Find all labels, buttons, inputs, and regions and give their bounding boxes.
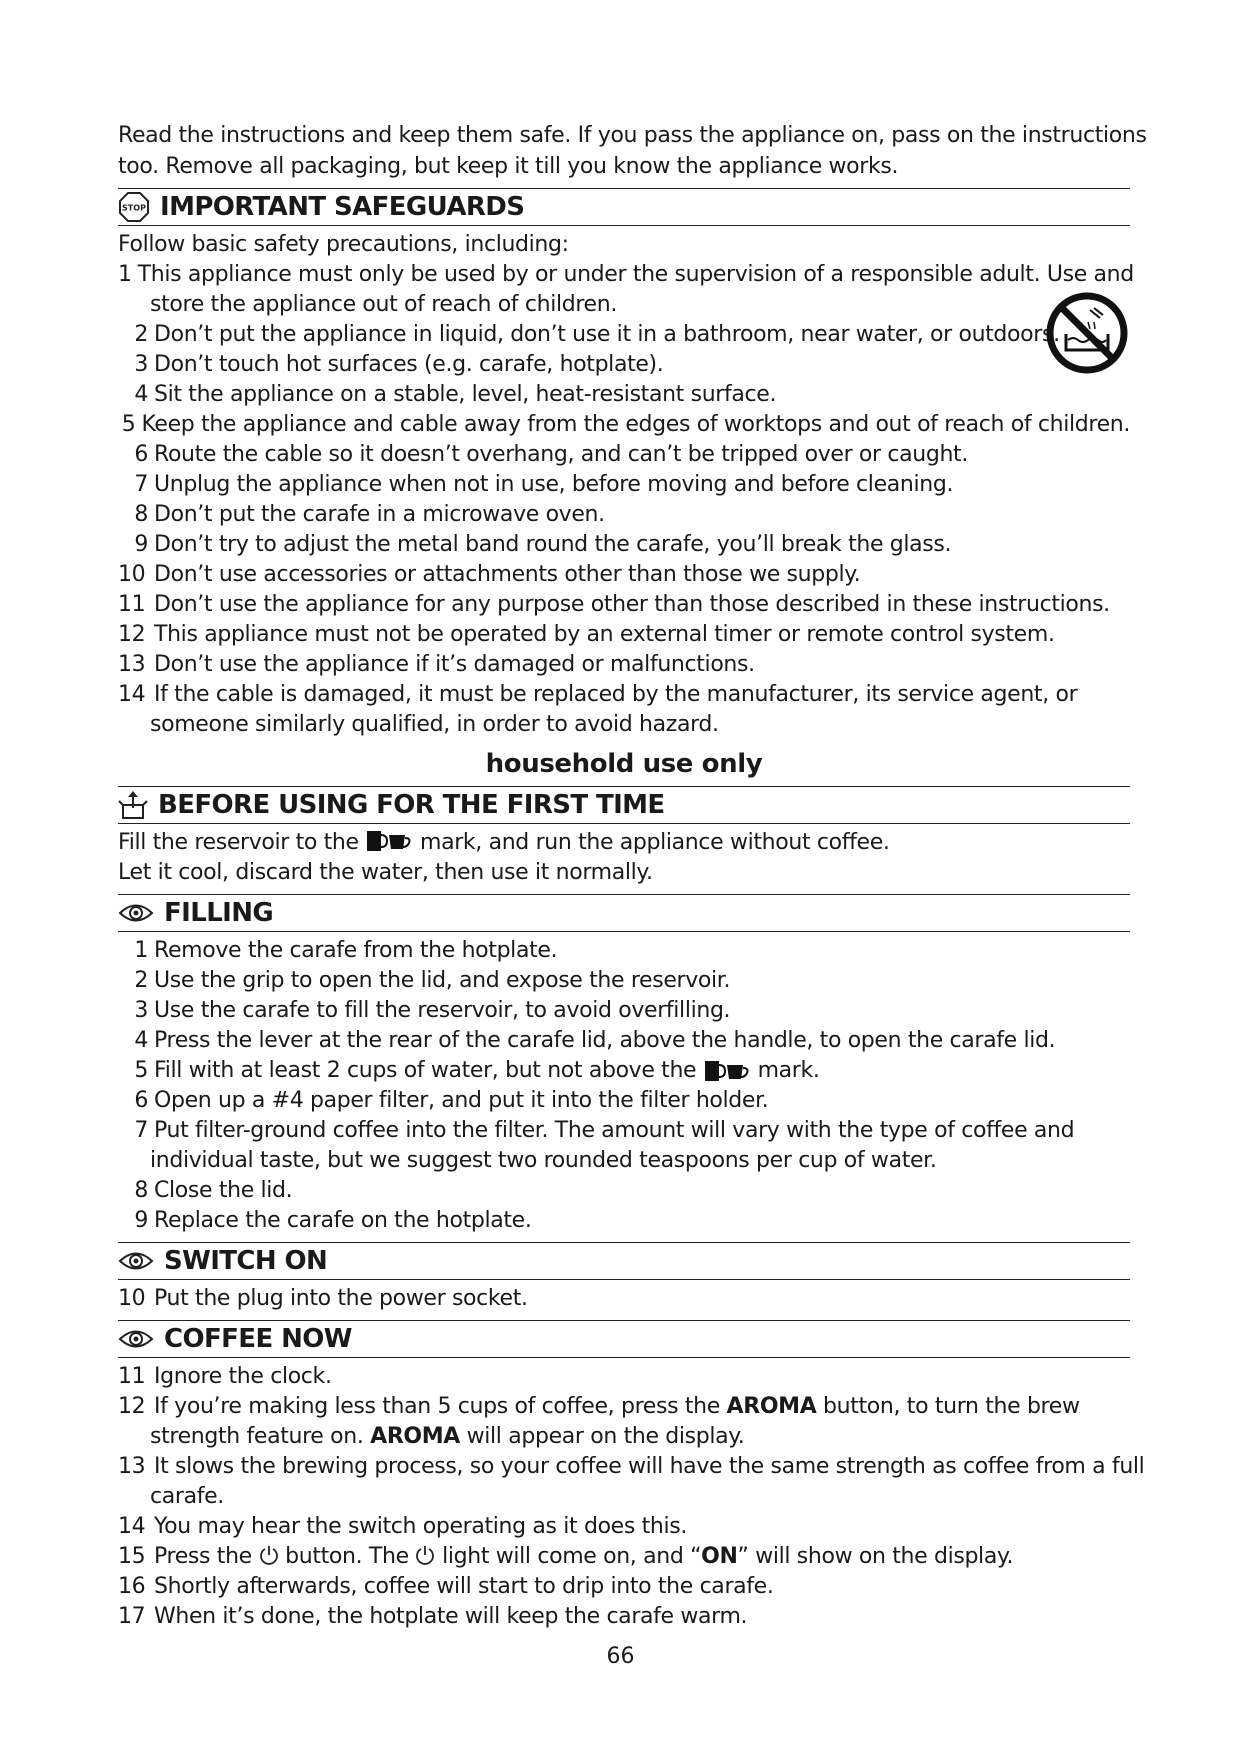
eye-icon (118, 1250, 154, 1272)
item-number: 9 (134, 532, 148, 557)
list-item (118, 260, 1134, 290)
list-item: 14 You may hear the switch operating as it does this. (118, 1514, 688, 1539)
list-item: 8 Close the lid. (134, 1178, 293, 1203)
item-number: 12 (118, 622, 146, 647)
item-text: Unplug the appliance when not in use, before moving and before cleaning. (154, 472, 954, 497)
manual-page (118, 120, 1147, 1632)
first-time-line: Fill the reservoir to the mark, and run the appliance without coffee. (118, 830, 890, 855)
section-title: SWITCH ON (164, 1246, 328, 1276)
two-cups-icon (703, 1059, 751, 1086)
household-use-note: household use only (485, 749, 763, 779)
item-text: Don’t use the appliance if it’s damaged or malfunctions. (154, 652, 755, 677)
list-item: 3 Use the carafe to fill the reservoir, to avoid overfilling. (134, 998, 731, 1023)
unpack-box-icon (118, 790, 148, 820)
eye-icon (118, 1328, 154, 1350)
intro-paragraph (118, 120, 1147, 182)
coffee-now-list (118, 1362, 1145, 1632)
list-item: 5 Fill with at least 2 cups of water, but not above the mark. (118, 1056, 1130, 1086)
list-item (118, 620, 1130, 650)
item-number: 3 (134, 352, 148, 377)
item-number: 8 (134, 502, 148, 527)
first-time-heading (118, 786, 1130, 824)
list-item (118, 680, 1130, 710)
list-item: 15 Press the button. The light will come on, and “ON” will show on the display. (118, 1544, 1014, 1569)
list-item (118, 650, 1130, 680)
stop-sign-icon (118, 191, 150, 223)
switch-on-heading (118, 1242, 1130, 1280)
list-item (118, 320, 1130, 350)
item-number: 11 (118, 592, 146, 617)
item-text: Don’t use the appliance for any purpose other than those described in these instructions. (154, 592, 1110, 617)
first-time-line: Let it cool, discard the water, then use it normally. (118, 860, 653, 885)
item-continuation: someone similarly qualified, in order to avoid hazard. (150, 712, 719, 737)
section-title: BEFORE USING FOR THE FIRST TIME (158, 790, 665, 820)
list-item: 1 Remove the carafe from the hotplate. (134, 938, 558, 963)
eye-icon (118, 902, 154, 924)
item-text: This appliance must only be used by or under the supervision of a responsible adult. Use and (137, 262, 1134, 287)
safeguards-heading (118, 188, 1130, 226)
item-number: 6 (134, 442, 148, 467)
list-item (118, 440, 1130, 470)
intro-line: too. Remove all packaging, but keep it till you know the appliance works. (118, 154, 899, 179)
list-item (118, 380, 1130, 410)
item-text: Keep the appliance and cable away from the edges of worktops and out of reach of children. (141, 412, 1130, 437)
list-item: 12 If you’re making less than 5 cups of coffee, press the AROMA button, to turn the brew (118, 1394, 1080, 1419)
list-item: 16 Shortly afterwards, coffee will start to drip into the carafe. (118, 1574, 774, 1599)
list-item (118, 560, 1130, 590)
power-icon (259, 1544, 279, 1566)
item-text: Don’t use accessories or attachments other than those we supply. (154, 562, 861, 587)
list-item (118, 350, 1130, 380)
list-item: 2 Use the grip to open the lid, and expose the reservoir. (134, 968, 731, 993)
list-item (118, 410, 1130, 440)
section-title: FILLING (164, 898, 274, 928)
list-item: 17 When it’s done, the hotplate will keep the carafe warm. (118, 1604, 748, 1629)
item-continuation: individual taste, but we suggest two rounded teaspoons per cup of water. (150, 1148, 937, 1173)
safeguards-lead: Follow basic safety precautions, including: (118, 232, 569, 257)
section-title: IMPORTANT SAFEGUARDS (160, 192, 525, 222)
filling-list (118, 936, 1130, 1236)
coffee-now-heading (118, 1320, 1130, 1358)
item-continuation: carafe. (150, 1484, 224, 1509)
svg-text:STOP: STOP (122, 203, 146, 213)
list-item: 6 Open up a #4 paper filter, and put it into the filter holder. (134, 1088, 769, 1113)
list-item (118, 530, 1130, 560)
list-item: 9 Replace the carafe on the hotplate. (134, 1208, 532, 1233)
item-number: 13 (118, 652, 146, 677)
page-number: 66 (606, 1644, 635, 1669)
item-text: Route the cable so it doesn’t overhang, and can’t be tripped over or caught. (154, 442, 968, 467)
list-item (118, 470, 1130, 500)
no-water-immersion-icon (1044, 290, 1130, 376)
list-item (118, 500, 1130, 530)
item-text: Don’t put the carafe in a microwave oven. (154, 502, 605, 527)
item-text: Don’t touch hot surfaces (e.g. carafe, hotplate). (154, 352, 664, 377)
item-text: Sit the appliance on a stable, level, heat-resistant surface. (154, 382, 777, 407)
item-continuation: strength feature on. AROMA will appear on the display. (150, 1424, 745, 1449)
list-item: 13 It slows the brewing process, so your coffee will have the same strength as coffee from a full (118, 1454, 1145, 1479)
item-text: If the cable is damaged, it must be replaced by the manufacturer, its service agent, or (154, 682, 1078, 707)
section-title: COFFEE NOW (164, 1324, 352, 1354)
item-number: 5 (121, 412, 136, 437)
list-item: 11 Ignore the clock. (118, 1364, 332, 1389)
item-text: This appliance must not be operated by an external timer or remote control system. (154, 622, 1055, 647)
list-item: 4 Press the lever at the rear of the carafe lid, above the handle, to open the carafe lid. (134, 1028, 1056, 1053)
item-number: 14 (118, 682, 146, 707)
item-number: 1 (118, 262, 132, 287)
list-item (118, 590, 1130, 620)
item-number: 2 (134, 322, 148, 347)
item-number: 7 (134, 472, 148, 497)
item-text: Don’t put the appliance in liquid, don’t use it in a bathroom, near water, or outdoors. (154, 322, 1060, 347)
item-text: Don’t try to adjust the metal band round the carafe, you’ll break the glass. (154, 532, 952, 557)
power-icon (415, 1544, 435, 1566)
two-cups-icon (365, 829, 413, 853)
list-item: 7 Put filter-ground coffee into the filter. The amount will vary with the type of coffee and (134, 1118, 1075, 1143)
intro-line: Read the instructions and keep them safe. If you pass the appliance on, pass on the instructions (118, 123, 1147, 148)
list-item: 10 Put the plug into the power socket. (118, 1286, 528, 1311)
filling-heading (118, 894, 1130, 932)
item-number: 10 (118, 562, 146, 587)
item-number: 4 (134, 382, 148, 407)
item-continuation: store the appliance out of reach of children. (150, 292, 617, 317)
